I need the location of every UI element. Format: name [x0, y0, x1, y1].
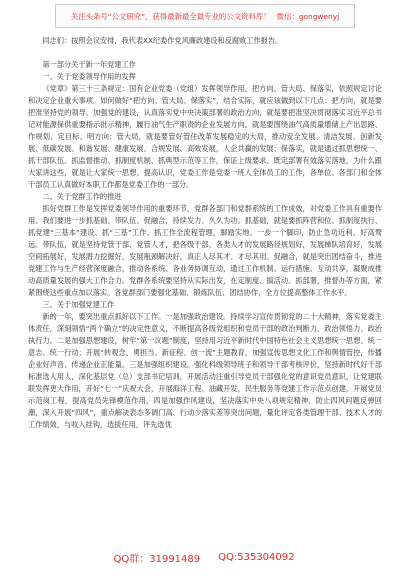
section-1-title: 第一部分关于新一年党建工作: [42, 60, 136, 69]
salutation-paragraph: 同志们：按照会议安排，我代表XX纪委作党风廉政建设和反腐败工作报告。: [42, 36, 283, 45]
document-body: [28, 35, 382, 431]
subheading-3: 三、关于加强党建工作: [42, 300, 115, 309]
banner-wechat: 微信：gongwenyj: [276, 11, 340, 21]
footer-qq: QQ:535304092: [218, 551, 295, 563]
footer-qq-group: QQ群：31991489: [113, 553, 201, 565]
banner-text: 关注头条号“公文研究”，获得最新最全最专业的公文资料库！: [70, 11, 271, 21]
paragraph-3: 新的一年，要突出重点抓好以下工作。一是加强政治建设。持续学习宣传贯彻党的二十大精神，落实党委主体责任，深刻领悟“两个确立”的决定性意义，不断提高各级党组织和党员干部的政治判断力、政治领悟力、政治执行力。二是加强思想建设，树牢“第一议题”制度，坚持用习近平新时代中国特色社会主义思想统一思想、统一意志、统一行动；开展“转观念、勇担当、新征程、创一流”主题教育，加强宣传思想文化工作和舆情管控，传播企业好声音、传递企业正能量。三是加强组织建设。强化科级领导班子和领导干部考核评价，坚持新时代好干部标准选人用人，深化基层党（总）支部书记培训，开展活动注重引导党员干部强化党的意识党员意识，让党建联联发挥更大作用，开好“七一”庆祝大会，开展海洋工程、油藏开发，民生服务等党建工作示范点创建，开展党员示范岗工程，提高党员先锋模范作用，四是加强作风建设，坚决落实中央八项规定精神，防止四风问题反弹回潮，深入开展“四风”，重点解决表态多调门高、行动少落实差等突出问题，量化评定各类管理干部、技术人才的工作绩效，与收入挂钩，选拔任用，评先选优: [28, 312, 382, 429]
footer-contact: [0, 548, 408, 566]
paragraph-1: 《党章》第三十三条规定：国有企业党委（党组）发挥领导作用，把方向、管大局、保落实，依照规定讨论和决定企业重大事项。如何做好“把方向、管大局、保落实”，结合实际，就应该做到以下几点：把方向，就是要把准坚持党的领导、加强党的建设，认真落实党中央决策部署的政治方向，就是要把准坚决贯彻落实习近平总书记对能源保供重要指示批示精神，履行油气生产职责的企业发展方向，就是要围绕油气高质量增储上产出思路、作规划、定目标、明方向；管大局，就是要管好管住改革发展稳定的大局，推动安全发展、清洁发展、创新发展、低碳发展、和谐发展、健康发展、合规发展、高效发展，人企共赢的发展；保落实，就是通过抓思想统一、抓干部队伍、抓监督推动、抓制度机制、抓典型示范等工作，保证上级要求、既定部署有效落实落地，为什么跟大家讲这些，就是让大家统一思想、提高认识，党委工作是党委一班人全体员工的工作，各单位、各部门和全体干部员工认真做好本职工作都是党委工作的一部分。: [28, 84, 382, 189]
subheading-1: 一、关于党委领导作用的发挥: [42, 72, 136, 81]
paragraph-2: 抓好党群工作是发挥党委领导作用的重要环节，党群各部门和党群系统的工作成效，对党委工作具有重要作用。我们要进一步抓基础、带队伍、促融合，持续发力、久久为功。抓基础，就是要抓阵营和位、抓制度执行、抓党建“三基本”建设、抓“三基”工作、抓工作全流程管理，脚踏实地、一步一个脚印，防止急功近利、好高骛远。带队伍，就是坚持党管干部、党管人才，把各级干部、各类人才的发展路径规划好，发展梯队培育好，发展空间拓展好，发展潜力挖掘好，发展瓶颈解决好，真正人尽其才、才尽其用。促融合，就是突出团结奋斗，推进党建工作与生产经营深度融合，推动各系统、各业务协调互动，通过工作机制、运行措施、互动共享，凝聚成推动高质量发展的强大工作合力。党群各系统要坚持从实际出发，在定制度、搞活动、抓部署，推督办等方面，紧紧围绕这些重点加以落实。各党群部门要强化基础、锻炼队伍、团结协作，全方位提高整体工作水平。: [28, 204, 382, 297]
header-banner: [55, 4, 355, 28]
subheading-2: 二、关于党群工作的推进: [42, 192, 122, 201]
